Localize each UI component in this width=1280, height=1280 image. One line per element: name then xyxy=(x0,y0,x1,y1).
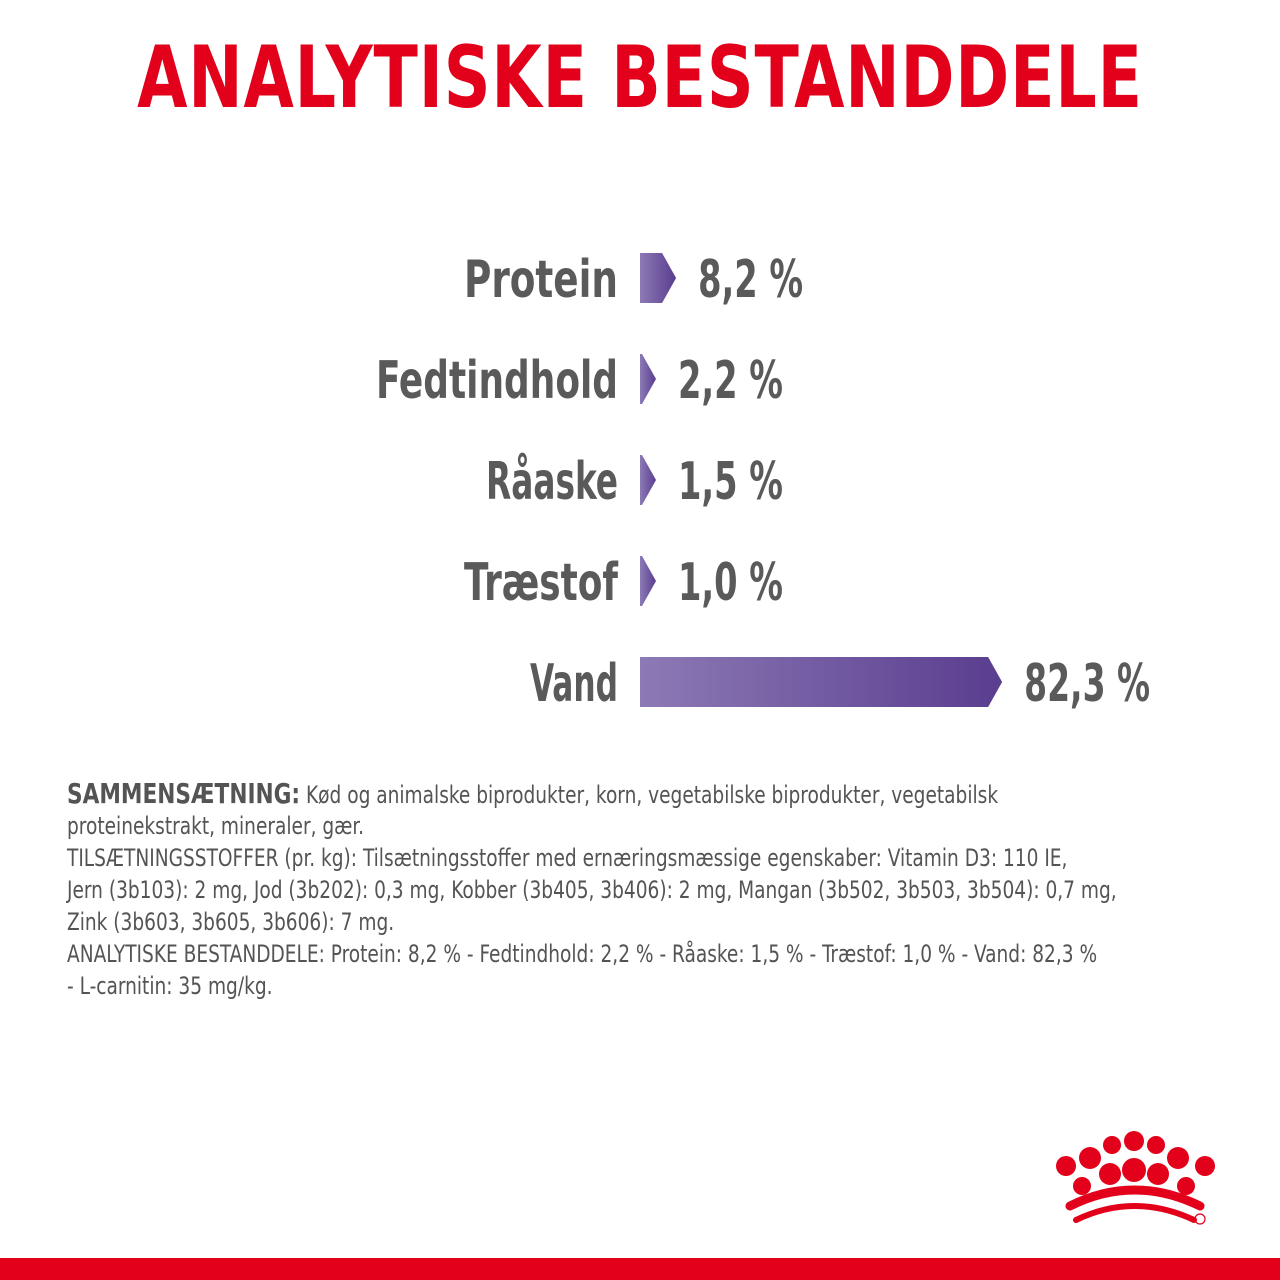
page-title: ANALYTISKE BESTANDDELE xyxy=(137,28,1143,128)
category-label: Råaske xyxy=(486,452,618,512)
footer-bar xyxy=(0,1258,1280,1280)
analytics-line-1: ANALYTISKE BESTANDDELE: Protein: 8,2 % - Fedtindhold: 2,2 % - Råaske: 1,5 % - Træstof: 1,0 % - Vand: 82,3 % xyxy=(67,940,1098,968)
value-label: 82,3 % xyxy=(1024,654,1151,714)
value-label: 8,2 % xyxy=(698,250,804,310)
value-label: 1,0 % xyxy=(678,553,783,613)
category-label: Træstof xyxy=(464,553,619,613)
nutrient-bar-chart xyxy=(0,220,1280,740)
value-label: 2,2 % xyxy=(678,351,783,411)
composition-line-2: proteinekstrakt, mineraler, gær. xyxy=(67,812,365,840)
composition-ingredients: Kød og animalske biprodukter, korn, vegetabilske biprodukter, vegetabilsk xyxy=(305,781,999,809)
additives-line-3: Zink (3b603, 3b605, 3b606): 7 mg. xyxy=(67,908,395,936)
bar-mark xyxy=(640,253,676,303)
bar-mark xyxy=(640,556,656,606)
composition-text xyxy=(67,778,1227,1002)
value-label: 1,5 % xyxy=(678,452,783,512)
additives-line-2: Jern (3b103): 2 mg, Jod (3b202): 0,3 mg, Kobber (3b405, 3b406): 2 mg, Mangan (3b502, 3b503, 3b504): 0,7 mg, xyxy=(67,876,1117,904)
additives-line-1: TILSÆTNINGSSTOFFER (pr. kg): Tilsætningsstoffer med ernæringsmæssige egenskaber: Vitamin D3: 110 IE, xyxy=(67,844,1068,872)
bar-mark xyxy=(640,657,1002,707)
analytics-line-2: - L-carnitin: 35 mg/kg. xyxy=(67,972,273,1000)
bar-mark xyxy=(640,455,656,505)
bar-mark xyxy=(640,354,656,404)
crown-icon xyxy=(1040,1130,1230,1230)
category-label: Protein xyxy=(464,250,618,310)
category-label: Fedtindhold xyxy=(376,351,618,411)
composition-heading: SAMMENSÆTNING: xyxy=(67,777,301,810)
category-label: Vand xyxy=(530,654,618,714)
composition-line-1 xyxy=(67,778,1065,810)
